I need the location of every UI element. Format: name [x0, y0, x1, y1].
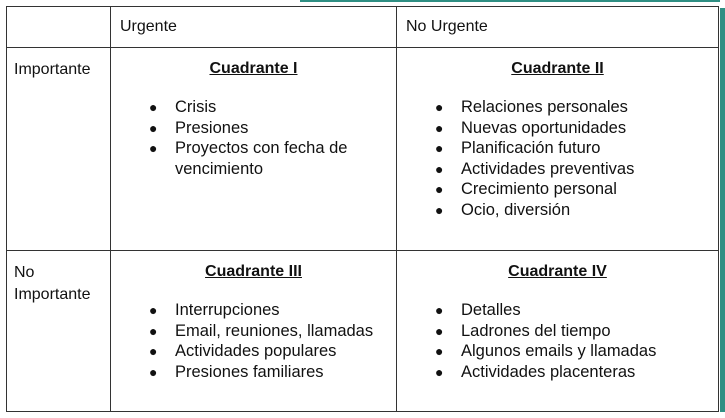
list-item: [435, 362, 718, 383]
quadrant-1: [111, 48, 397, 251]
row-label-cell: [7, 48, 111, 251]
list-item: [435, 159, 718, 180]
row-not-important: [7, 251, 719, 412]
list-item-text: Ladrones del tiempo: [461, 321, 611, 340]
list-item: [149, 321, 396, 342]
header-row: [7, 7, 719, 48]
bullet-icon: ●: [149, 119, 158, 136]
bullet-icon: ●: [435, 363, 444, 380]
list-item: [435, 118, 718, 139]
header-not-urgent: [397, 7, 719, 48]
list-item-text: Detalles: [461, 301, 521, 319]
top-accent-line: [300, 0, 720, 2]
list-item-text: Ocio, diversión: [461, 200, 571, 219]
quadrant-3-list: [111, 300, 396, 382]
bullet-icon: ●: [435, 343, 444, 360]
corner-cell: [7, 7, 111, 48]
list-item-text: Presiones: [175, 118, 249, 137]
list-item-text: Planificación futuro: [461, 139, 601, 158]
bullet-icon: ●: [435, 99, 444, 115]
list-item: [435, 179, 718, 200]
quadrant-3-title: Cuadrante III: [205, 263, 302, 280]
bullet-icon: ●: [435, 140, 444, 157]
list-item-text: Presiones familiares: [175, 362, 324, 381]
list-item-text: Interrupciones: [175, 301, 280, 319]
header-urgent: [111, 7, 397, 48]
bullet-icon: ●: [435, 181, 444, 198]
quadrant-2-list: [397, 97, 718, 221]
quadrant-4-list: [397, 300, 718, 382]
list-item-text: Crecimiento personal: [461, 180, 617, 199]
list-item: [435, 341, 718, 362]
quadrant-1-title: Cuadrante I: [209, 60, 298, 77]
quadrant-1-list: [111, 97, 396, 179]
list-item: [149, 138, 396, 179]
row-label-important: Importante: [14, 61, 91, 78]
bullet-icon: ●: [149, 322, 158, 339]
row-important: [7, 48, 719, 251]
list-item: [435, 300, 718, 321]
list-item: [149, 97, 396, 118]
list-item-text: Actividades placenteras: [461, 362, 636, 381]
list-item: [149, 300, 396, 321]
bullet-icon: ●: [149, 343, 158, 360]
bullet-icon: ●: [149, 99, 158, 115]
bullet-icon: ●: [435, 322, 444, 339]
list-item-text: Proyectos con fecha de vencimiento: [175, 139, 348, 178]
list-item: [435, 138, 718, 159]
list-item: [149, 118, 396, 139]
row-label-cell: [7, 251, 111, 412]
list-item: [435, 321, 718, 342]
list-item-text: Actividades populares: [175, 342, 337, 361]
list-item-text: Relaciones personales: [461, 98, 628, 116]
bullet-icon: ●: [435, 302, 444, 318]
quadrant-4: [397, 251, 719, 412]
list-item-text: Algunos emails y llamadas: [461, 342, 657, 361]
bullet-icon: ●: [435, 119, 444, 136]
list-item-text: Crisis: [175, 98, 217, 116]
quadrant-2-title: Cuadrante II: [511, 60, 604, 77]
bullet-icon: ●: [149, 363, 158, 380]
quadrant-3: [111, 251, 397, 412]
priority-matrix-table: [6, 6, 719, 412]
list-item-text: Actividades preventivas: [461, 159, 635, 178]
bullet-icon: ●: [435, 160, 444, 177]
list-item: [435, 200, 718, 221]
list-item: [149, 362, 396, 383]
list-item-text: Email, reuniones, llamadas: [175, 321, 374, 340]
bullet-icon: ●: [149, 302, 158, 318]
bullet-icon: ●: [435, 201, 444, 218]
list-item: [435, 97, 718, 118]
row-label-not-important: No Importante: [14, 264, 91, 303]
quadrant-2: [397, 48, 719, 251]
right-accent-bar: [720, 8, 725, 412]
header-not-urgent-label: No Urgente: [406, 18, 488, 35]
quadrant-4-title: Cuadrante IV: [508, 263, 607, 280]
list-item-text: Nuevas oportunidades: [461, 118, 627, 137]
list-item: [149, 341, 396, 362]
header-urgent-label: Urgente: [120, 18, 177, 35]
bullet-icon: ●: [149, 140, 158, 157]
